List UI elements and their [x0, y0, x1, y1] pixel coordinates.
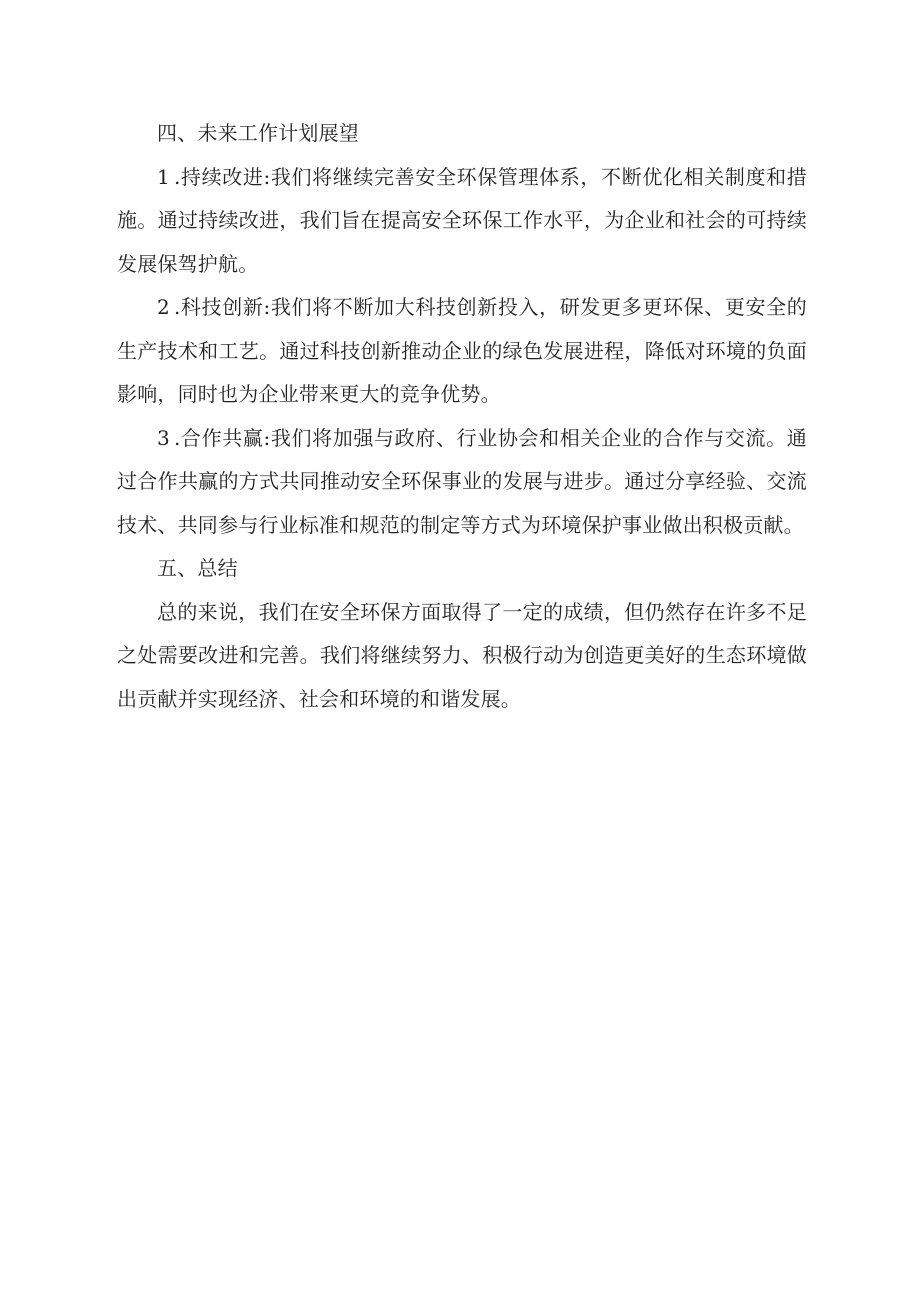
plan-item-text: .科技创新:我们将不断加大科技创新投入，研发更多更环保、更安全的生产技术和工艺。通过科技创新推动企业的绿色发展进程，降低对环境的负面影响，同时也为企业带来更大的竞争优势。 [117, 295, 807, 406]
plan-item-text: .持续改进:我们将继续完善安全环保管理体系，不断优化相关制度和措施。通过持续改进，我们旨在提高安全环保工作水平，为企业和社会的可持续发展保驾护航。 [117, 164, 807, 276]
plan-item-text: .合作共赢:我们将加强与政府、行业协会和相关企业的合作与交流。通过合作共赢的方式共同推动安全环保事业的发展与进步。通过分享经验、交流技术、共同参与行业标准和规范的制定等方式为环境保护事业做出积极贡献。 [117, 425, 807, 537]
section-heading-summary: 五、总结 [157, 556, 238, 580]
plan-item-number: 1 [157, 164, 170, 189]
plan-item-cooperation [117, 417, 807, 548]
plan-item-number: 2 [157, 295, 170, 319]
plan-item-tech-innovation [117, 286, 807, 417]
section-heading-future-plans: 四、未来工作计划展望 [157, 121, 359, 145]
summary-paragraph: 总的来说，我们在安全环保方面取得了一定的成绩，但仍然存在许多不足之处需要改进和完善。我们将继续努力、积极行动为创造更美好的生态环境做出贡献并实现经济、社会和环境的和谐发展。 [117, 599, 807, 711]
document-body [117, 112, 807, 721]
plan-item-number: 3 [157, 425, 170, 450]
plan-item-continuous-improvement [117, 156, 807, 287]
